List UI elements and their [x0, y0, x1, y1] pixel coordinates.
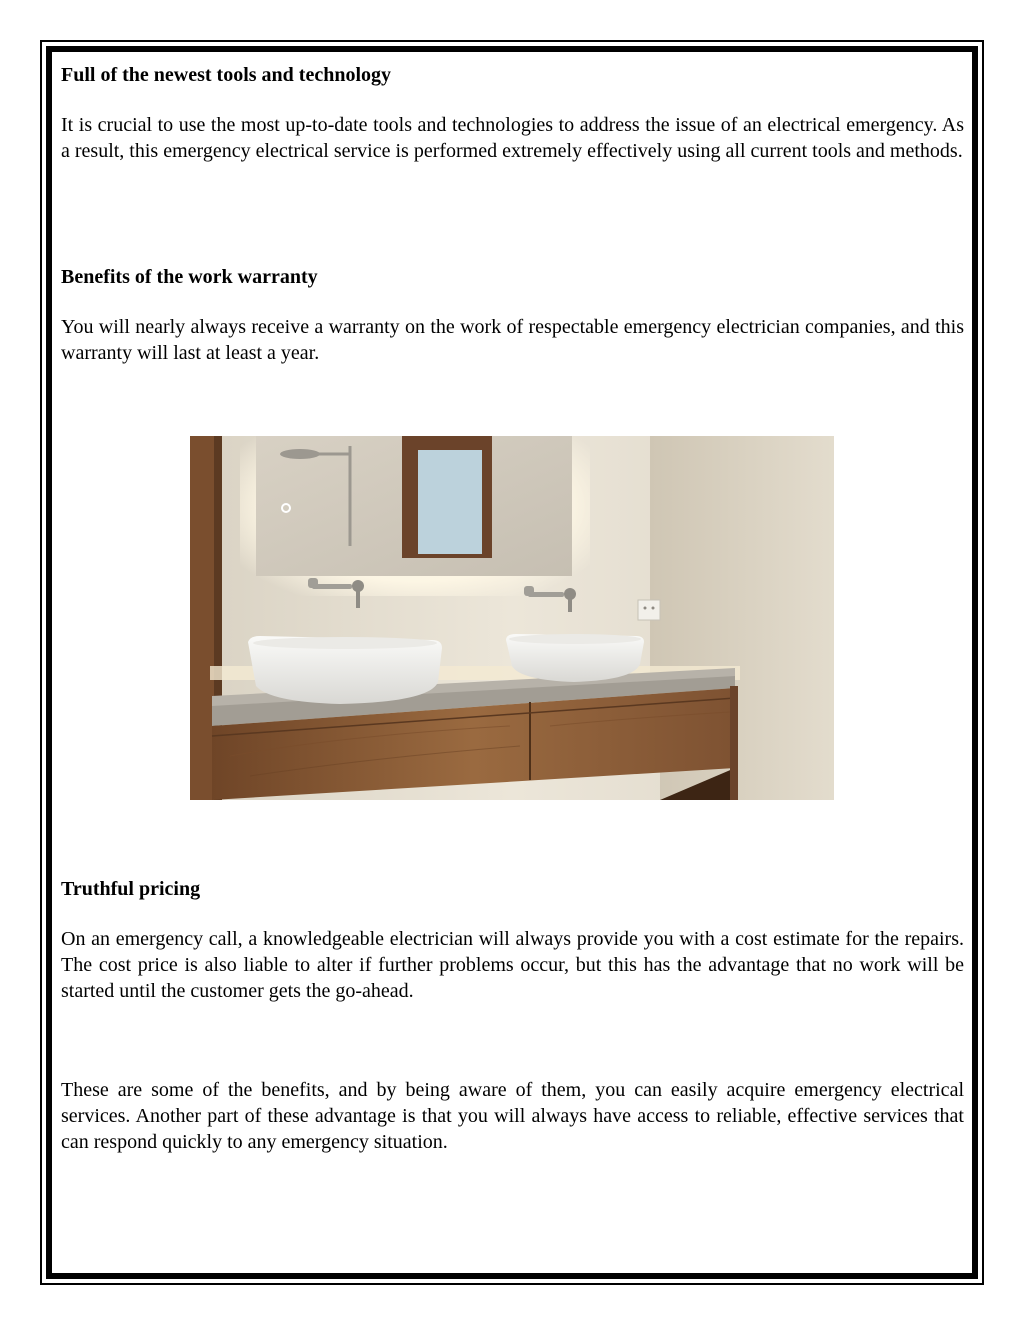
section-heading-pricing: Truthful pricing: [61, 878, 201, 900]
section-body-pricing: On an emergency call, a knowledgeable electrician will always provide you with a cost estimate for the repairs. The cost price is also liable to alter if further problems occur, but this has the advantage that no work will be started until the customer gets the go-ahead.: [61, 928, 964, 1002]
section-body-warranty: You will nearly always receive a warranty on the work of respectable emergency electrician companies, and this warranty will last at least a year.: [61, 316, 964, 364]
bathroom-vanity-photo: [190, 436, 834, 800]
section-body-tools: It is crucial to use the most up-to-date tools and technologies to address the issue of an electrical emergency. As a result, this emergency electrical service is performed extremely effectively using all current tools and methods.: [61, 114, 964, 162]
section-heading-tools: Full of the newest tools and technology: [61, 64, 391, 86]
closing-paragraph: These are some of the benefits, and by being aware of them, you can easily acquire emergency electrical services. Another part of these advantage is that you will always have access to reliable, effective services that can respond quickly to any emergency situation.: [61, 1079, 964, 1153]
section-heading-warranty: Benefits of the work warranty: [61, 266, 318, 288]
